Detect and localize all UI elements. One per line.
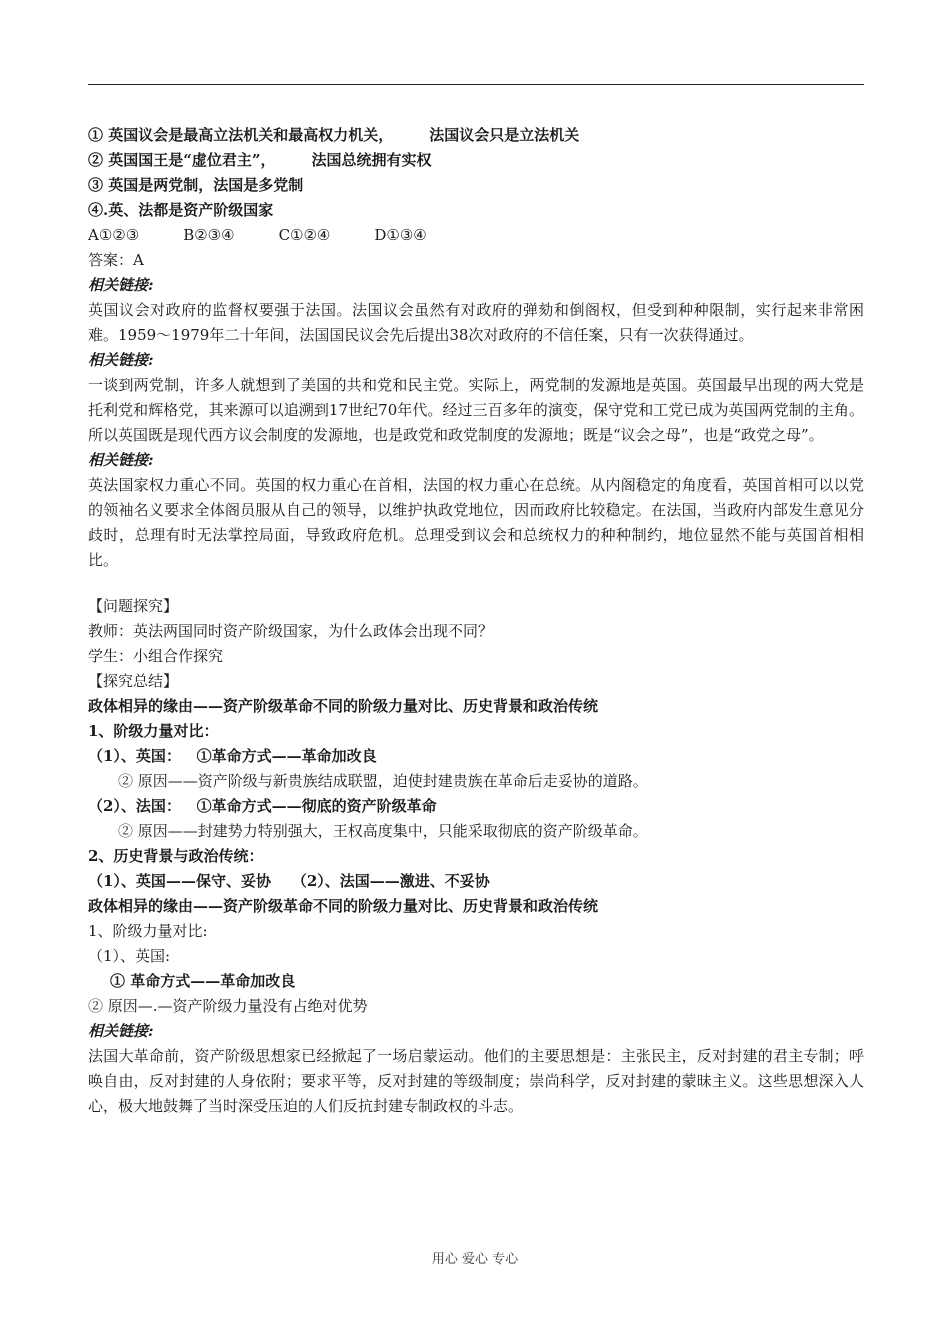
question-item-1: [88, 123, 864, 148]
summary-uk-repeat: （1）、英国:: [88, 947, 171, 965]
summary-point: 2、历史背景与政治传统：: [88, 847, 264, 865]
summary-uk-method-repeat: ① 革命方式——革命加改良: [110, 972, 296, 990]
item2-uk: ② 英国国王是“虚位君主”，: [88, 151, 276, 169]
summary-heading: 政体相异的缘由——资产阶级革命不同的阶级力量对比、历史背景和政治传统: [88, 697, 599, 715]
related-link-text: 英法国家权力重心不同。英国的权力重心在首相，法国的权力重心在总统。从内阁稳定的角度看，英国首相可以以党的领袖名义要求全体阁员服从自己的领导，以维护执政党地位，因而政府比较稳定。在法国，当政府内部发生意见分歧时，总理有时无法掌控局面，导致政府危机。总理受到议会和总统权力的种种制约，地位显然不能与英国首相相比。: [88, 476, 864, 569]
summary-point-repeat: 1、阶级力量对比:: [88, 922, 208, 940]
related-link-heading: 相关链接:: [88, 351, 154, 369]
item1-fr: 法国议会只是立法机关: [429, 126, 580, 144]
student-activity: 学生：小组合作探究: [88, 647, 224, 665]
question-item-4: ④.英、法都是资产阶级国家: [88, 201, 274, 219]
header-rule: [88, 84, 864, 85]
summary-uk-reason-repeat: ② 原因—.—资产阶级力量没有占绝对优势: [88, 997, 368, 1015]
summary-uk-reason: ② 原因——资产阶级与新贵族结成联盟，迫使封建贵族在革命后走妥协的道路。: [118, 772, 648, 790]
inquiry-title: 【问题探究】: [88, 597, 179, 615]
question-item-3: ③ 英国是两党制，法国是多党制: [88, 176, 304, 194]
related-link-text: 法国大革命前，资产阶级思想家已经掀起了一场启蒙运动。他们的主要思想是：主张民主，反对封建的君主专制；呼唤自由，反对封建的人身依附；要求平等，反对封建的等级制度；崇尚科学，反对封建的蒙昧主义。这些思想深入人心，极大地鼓舞了当时深受压迫的人们反抗封建专制政权的斗志。: [88, 1047, 864, 1115]
question-item-2: [88, 148, 864, 173]
option-c: C①②④: [278, 226, 331, 244]
option-b: B②③④: [183, 226, 235, 244]
related-link-heading: 相关链接:: [88, 276, 154, 294]
related-link-text: 英国议会对政府的监督权要强于法国。法国议会虽然有对政府的弹劾和倒阁权，但受到种种限制，实行起来非常困难。1959～1979年二十年间，法国国民议会先后提出38次对政府的不信任案，只有一次获得通过。: [88, 301, 864, 344]
summary-fr-reason: ② 原因——封建势力特别强大，王权高度集中，只能采取彻底的资产阶级革命。: [118, 822, 648, 840]
document-body: [88, 123, 864, 1119]
related-link-heading: 相关链接:: [88, 451, 154, 469]
option-d: D①③④: [374, 226, 427, 244]
summary-fr-method: （2）、法国： ①革命方式——彻底的资产阶级革命: [88, 797, 437, 815]
page-footer: 用心 爱心 专心: [431, 1252, 519, 1267]
answer: 答案：A: [88, 251, 144, 269]
related-link-text: 一谈到两党制，许多人就想到了美国的共和党和民主党。实际上，两党制的发源地是英国。英国最早出现的两大党是托利党和辉格党，其来源可以追溯到17世纪70年代。经过三百多年的演变，保守党和工党已成为英国两党制的主角。所以英国既是现代西方议会制度的发源地，也是政党和政党制度的发源地；既是“议会之母”，也是“政党之母”。: [88, 376, 864, 444]
item1-uk: ① 英国议会是最高立法机关和最高权力机关，: [88, 126, 394, 144]
item2-fr: 法国总统拥有实权: [311, 151, 432, 169]
related-link-heading: 相关链接:: [88, 1022, 154, 1040]
summary-point: 1、阶级力量对比：: [88, 722, 219, 740]
answer-options: [88, 223, 864, 248]
summary-title: 【探究总结】: [88, 672, 179, 690]
summary-heading-repeat: 政体相异的缘由——资产阶级革命不同的阶级力量对比、历史背景和政治传统: [88, 897, 599, 915]
option-a: A①②③: [88, 226, 140, 244]
summary-uk-method: （1）、英国： ①革命方式——革命加改良: [88, 747, 377, 765]
summary-tradition: （1）、英国——保守、妥协 （2）、法国——激进、不妥协: [88, 872, 490, 890]
teacher-question: 教师：英法两国同时资产阶级国家，为什么政体会出现不同？: [88, 622, 494, 640]
